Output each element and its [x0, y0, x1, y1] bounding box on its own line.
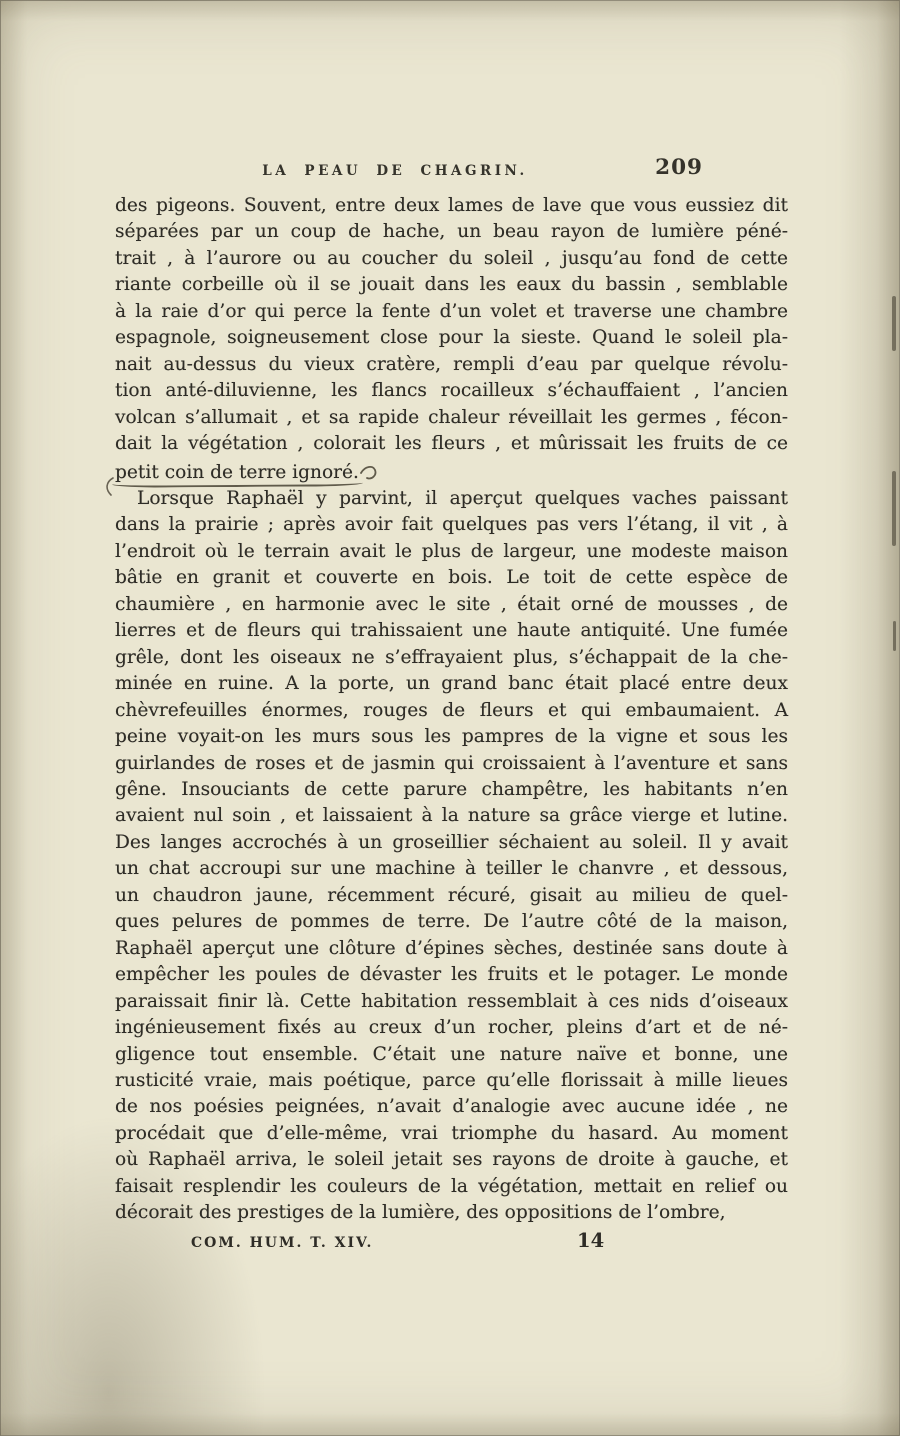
- text-line: chèvrefeuilles énormes, rouges de fleurs et qui embaumaient. A: [115, 699, 788, 721]
- text-line: décorait des prestiges de la lumière, des oppositions de l’ombre,: [115, 1202, 726, 1224]
- paragraph: [115, 486, 788, 1227]
- text-line: trait , à l’aurore ou au coucher du soleil , jusqu’au fond de cette: [115, 247, 788, 269]
- text-line: Des langes accrochés à un groseillier séchaient au soleil. Il y avait: [115, 831, 788, 853]
- footer-sheet-number: 14: [577, 1229, 605, 1252]
- scan-artifact: [892, 296, 896, 351]
- text-line: de nos poésies peignées, n’avait d’analogie avec aucune idée , ne: [115, 1096, 788, 1118]
- text-line: volcan s’allumait , et sa rapide chaleur réveillait les germes , fécon-: [115, 406, 788, 428]
- text-line: espagnole, soigneusement close pour la sieste. Quand le soleil pla-: [115, 327, 788, 349]
- footer-signature: COM. HUM. T. XIV.: [191, 1235, 374, 1251]
- text-line: dait la végétation , colorait les fleurs , et mûrissait les fruits de ce: [115, 433, 788, 455]
- text-line: dans la prairie ; après avoir fait quelques pas vers l’étang, il vit , à: [115, 514, 788, 536]
- text-line: nait au-dessus du vieux cratère, rempli d’eau par quelque révolu-: [115, 353, 788, 375]
- running-title: LA PEAU DE CHAGRIN.: [262, 163, 528, 179]
- paragraph: [115, 193, 788, 486]
- text-line: grêle, dont les oiseaux ne s’effrayaient plus, s’échappait de la che-: [115, 646, 788, 668]
- text-line: gêne. Insouciants de cette parure champêtre, les habitants n’en: [115, 778, 788, 800]
- text-line: procédait que d’elle-même, vrai triomphe du hasard. Au moment: [115, 1122, 788, 1144]
- text-line: bâtie en granit et couverte en bois. Le toit de cette espèce de: [115, 567, 788, 589]
- text-line: minée en ruine. A la porte, un grand banc était placé entre deux: [115, 673, 788, 695]
- page-footer: [115, 1229, 787, 1259]
- text-line: ingénieusement fixés au creux d’un rocher, pleins d’art et de né-: [115, 1017, 788, 1039]
- text-line: un chaudron jaune, récemment récuré, gisait au milieu de quel-: [115, 884, 788, 906]
- text-line: guirlandes de roses et de jasmin qui croissaient à l’aventure et sans: [115, 752, 788, 774]
- annotation-underline: petit coin de terre ignoré.: [115, 461, 359, 483]
- text-line: peine voyait-on les murs sous les pampres de la vigne et sous les: [115, 726, 788, 748]
- text-line: l’endroit où le terrain avait le plus de largeur, une modeste maison: [115, 540, 788, 562]
- scan-artifact: [893, 621, 896, 651]
- text-line: faisait resplendir les couleurs de la végétation, mettait en relief ou: [115, 1175, 788, 1197]
- page-header: [115, 155, 787, 191]
- text-line: [115, 458, 788, 486]
- scan-artifact: [892, 471, 896, 546]
- pencil-curl-icon: [360, 465, 382, 485]
- text-line: des pigeons. Souvent, entre deux lames de lave que vous eussiez dit: [115, 195, 788, 216]
- pencil-tick-icon: [102, 477, 116, 497]
- text-line: chaumière , en harmonie avec le site , était orné de mousses , de: [115, 593, 788, 615]
- text-line: gligence tout ensemble. C’était une nature naïve et bonne, une: [115, 1043, 788, 1065]
- text-line: un chat accroupi sur une machine à teiller le chanvre , et dessous,: [115, 858, 788, 880]
- text-line: Lorsque Raphaël y parvint, il aperçut quelques vaches paissant: [115, 486, 788, 512]
- text-line: où Raphaël arriva, le soleil jetait ses rayons de droite à gauche, et: [115, 1149, 788, 1171]
- text-line: tion anté-diluvienne, les flancs rocailleux s’échauffaient , l’ancien: [115, 380, 788, 402]
- text-line: ques pelures de pommes de terre. De l’autre côté de la maison,: [115, 911, 788, 933]
- page-body: [115, 193, 788, 1227]
- text-line: à la raie d’or qui perce la fente d’un volet et traverse une chambre: [115, 300, 788, 322]
- text-line: empêcher les poules de dévaster les fruits et le potager. Le monde: [115, 964, 788, 986]
- text-line: lierres et de fleurs qui trahissaient une haute antiquité. Une fumée: [115, 620, 788, 642]
- page-number: 209: [655, 155, 703, 180]
- text-line: riante corbeille où il se jouait dans les eaux du bassin , semblable: [115, 274, 788, 296]
- text-line: rusticité vraie, mais poétique, parce qu’elle florissait à mille lieues: [115, 1069, 788, 1091]
- text-line: avaient nul soin , et laissaient à la nature sa grâce vierge et lutine.: [115, 805, 788, 827]
- text-line: Raphaël aperçut une clôture d’épines sèches, destinée sans doute à: [115, 937, 788, 959]
- text-line: séparées par un coup de hache, un beau rayon de lumière péné-: [115, 221, 788, 243]
- text-line: paraissait finir là. Cette habitation ressemblait à ces nids d’oiseaux: [115, 990, 788, 1012]
